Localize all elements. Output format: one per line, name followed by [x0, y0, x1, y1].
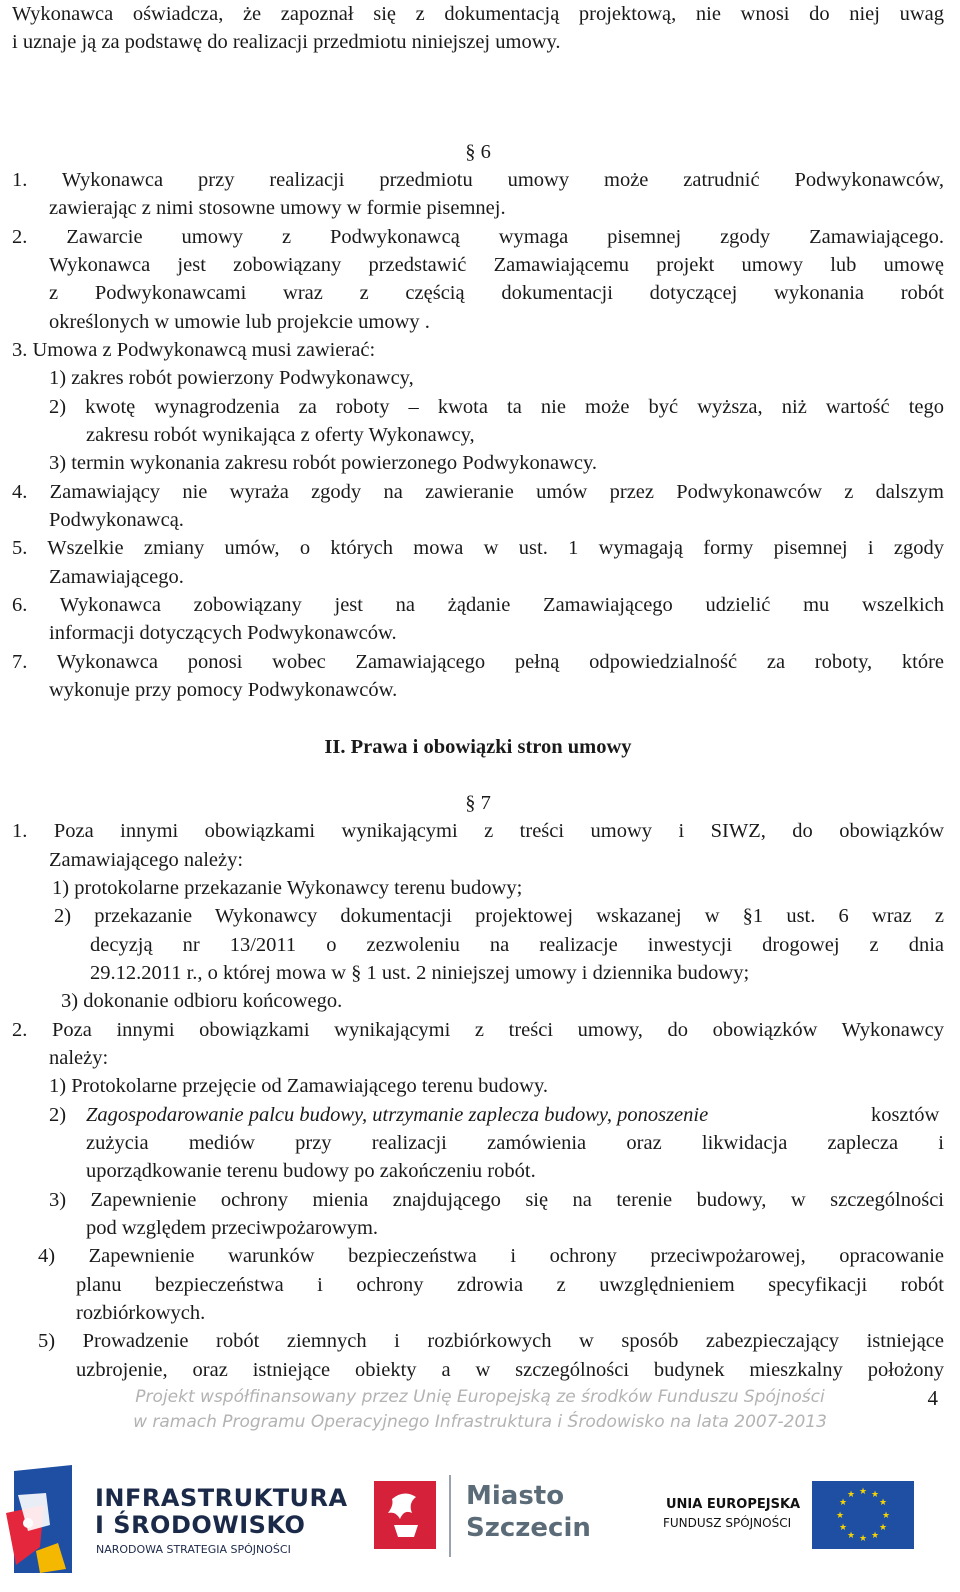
sub-list-item: zużycia mediów przy realizacji zamówienia oraz likwidacja zaplecza i	[86, 1132, 944, 1154]
svg-text:★: ★	[838, 1523, 848, 1533]
sub-list-item: zakresu robót wynikająca z oferty Wykonawcy,	[86, 424, 475, 446]
svg-text:★: ★	[881, 1511, 891, 1521]
svg-text:★: ★	[858, 1487, 868, 1497]
infrastruktura-logo-line1: INFRASTRUKTURA	[95, 1484, 348, 1512]
divider	[449, 1475, 451, 1557]
sub-list-item: decyzją nr 13/2011 o zezwoleniu na realizacje inwestycji drogowej z dnia	[90, 934, 944, 956]
list-item: określonych w umowie lub projekcie umowy .	[49, 311, 430, 333]
sub-list-item: uporządkowanie terenu budowy po zakończeniu robót.	[86, 1160, 536, 1182]
eu-logo-line1: UNIA EUROPEJSKA	[666, 1497, 801, 1512]
sub-list-item: 29.12.2011 r., o której mowa w § 1 ust. 2 niniejszej umowy i dziennika budowy;	[90, 962, 750, 984]
list-item: 3. Umowa z Podwykonawcą musi zawierać:	[12, 339, 376, 361]
sub-list-item: 1) zakres robót powierzony Podwykonawcy,	[49, 367, 414, 389]
sub-list-item: 3) Zapewnienie ochrony mienia znajdującego się na terenie budowy, w szczególności	[49, 1189, 944, 1211]
szczecin-logo-icon	[374, 1481, 436, 1549]
list-item: 1. Poza innymi obowiązkami wynikającymi z treści umowy i SIWZ, do obowiązków	[12, 820, 944, 842]
list-item: 6. Wykonawca zobowiązany jest na żądanie Zamawiającego udzielić mu wszelkich	[12, 594, 944, 616]
list-item: 2. Zawarcie umowy z Podwykonawcą wymaga pisemnej zgody Zamawiającego.	[12, 226, 944, 248]
svg-text:★: ★	[878, 1498, 888, 1508]
list-item: Wykonawca jest zobowiązany przedstawić Zamawiającemu projekt umowy lub umowę	[49, 254, 944, 276]
sub-list-item: 2) kwotę wynagrodzenia za roboty – kwota ta nie może być wyższa, niż wartość tego	[49, 396, 944, 418]
chapter-heading: II. Prawa i obowiązki stron umowy	[324, 736, 632, 758]
list-item: Zamawiającego należy:	[49, 849, 244, 871]
list-item: 2. Poza innymi obowiązkami wynikającymi z treści umowy, do obowiązków Wykonawcy	[12, 1019, 944, 1041]
eu-flag-icon	[812, 1481, 914, 1549]
infrastruktura-logo-line2: I ŚRODOWISKO	[95, 1511, 306, 1539]
sub-list-item: planu bezpieczeństwa i ochrony zdrowia z uwzględnieniem specyfikacji robót	[76, 1274, 944, 1296]
svg-text:★: ★	[835, 1511, 845, 1521]
footer-line: Projekt współfinansowany przez Unię Europejską ze środków Funduszu Spójności	[135, 1387, 825, 1407]
svg-text:★: ★	[838, 1498, 848, 1508]
sub-list-item: 2) przekazanie Wykonawcy dokumentacji projektowej wskazanej w §1 ust. 6 wraz z	[54, 905, 944, 927]
svg-text:★: ★	[846, 1490, 856, 1500]
sub-list-item: uzbrojenie, oraz istniejące obiekty a w szczególności budynek mieszkalny położony	[76, 1359, 944, 1381]
list-item: informacji dotyczących Podwykonawców.	[49, 622, 397, 644]
szczecin-logo-line2: Szczecin	[466, 1513, 591, 1543]
sub-list-item: kosztów	[871, 1104, 940, 1126]
list-item: Zamawiającego.	[49, 566, 184, 588]
sub-list-item: 1) protokolarne przekazanie Wykonawcy terenu budowy;	[52, 877, 523, 899]
svg-text:★: ★	[878, 1523, 888, 1533]
list-item: wykonuje przy pomocy Podwykonawców.	[49, 679, 398, 701]
section-heading: § 7	[465, 792, 491, 814]
sub-list-item: 3) termin wykonania zakresu robót powierzonego Podwykonawcy.	[49, 452, 598, 474]
logo-strip	[0, 1455, 960, 1592]
svg-text:★: ★	[858, 1534, 868, 1544]
paragraph-line: i uznaje ją za podstawę do realizacji przedmiotu niniejszej umowy.	[12, 31, 561, 53]
infrastruktura-logo-icon	[6, 1465, 74, 1573]
sub-list-item: 1) Protokolarne przejęcie od Zamawiającego terenu budowy.	[49, 1075, 549, 1097]
list-item: zawierając z nimi stosowne umowy w formie pisemnej.	[49, 197, 506, 219]
sub-list-item-number: 2)	[49, 1104, 67, 1126]
list-item: należy:	[49, 1047, 109, 1069]
sub-list-item: pod względem przeciwpożarowym.	[86, 1217, 379, 1239]
page-number: 4	[927, 1386, 938, 1410]
list-item: 7. Wykonawca ponosi wobec Zamawiającego pełną odpowiedzialność za roboty, które	[12, 651, 944, 673]
sub-list-item: 4) Zapewnienie warunków bezpieczeństwa i ochrony przeciwpożarowej, opracowanie	[38, 1245, 944, 1267]
svg-text:★: ★	[870, 1490, 880, 1500]
sub-list-item: rozbiórkowych.	[76, 1302, 206, 1324]
sub-list-item: 3) dokonanie odbioru końcowego.	[61, 990, 343, 1012]
list-item: 5. Wszelkie zmiany umów, o których mowa w ust. 1 wymagają formy pisemnej i zgody	[12, 537, 944, 559]
eu-logo-line2: FUNDUSZ SPÓJNOŚCI	[663, 1516, 792, 1530]
list-item: 1. Wykonawca przy realizacji przedmiotu umowy może zatrudnić Podwykonawców,	[12, 169, 944, 191]
list-item: z Podwykonawcami wraz z częścią dokumentacji dotyczącej wykonania robót	[49, 282, 944, 304]
footer-line: w ramach Programu Operacyjnego Infrastruktura i Środowisko na lata 2007-2013	[133, 1412, 827, 1432]
svg-text:★: ★	[870, 1531, 880, 1541]
section-heading: § 6	[465, 141, 491, 163]
sub-list-item-italic: Zagospodarowanie palcu budowy, utrzymanie zaplecza budowy, ponoszenie	[86, 1104, 709, 1126]
svg-text:★: ★	[846, 1531, 856, 1541]
infrastruktura-logo-line3: NARODOWA STRATEGIA SPÓJNOŚCI	[96, 1543, 291, 1556]
list-item: Podwykonawcą.	[49, 509, 184, 531]
paragraph-line: Wykonawca oświadcza, że zapoznał się z dokumentacją projektową, nie wnosi do niej uwag	[12, 3, 944, 25]
szczecin-logo-line1: Miasto	[466, 1481, 565, 1511]
list-item: 4. Zamawiający nie wyraża zgody na zawieranie umów przez Podwykonawców z dalszym	[12, 481, 944, 503]
sub-list-item: 5) Prowadzenie robót ziemnych i rozbiórkowych w sposób zabezpieczający istniejące	[38, 1330, 944, 1352]
